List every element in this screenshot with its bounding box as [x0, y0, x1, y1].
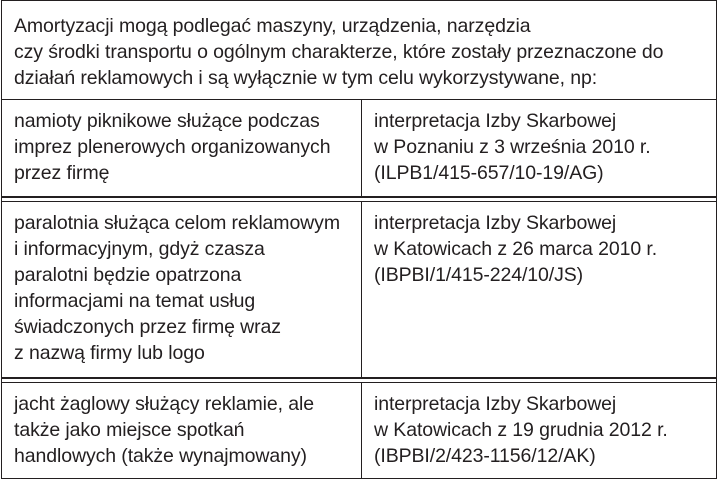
item-text: z nazwą firmy lub logo	[14, 342, 205, 364]
header-line: czy środki transportu o ogólnym charakterze, które zostały przeznaczone do	[14, 41, 664, 63]
ruling-text: (ILPB1/415-657/10-19/AG)	[374, 162, 604, 184]
amortization-table	[1, 0, 717, 479]
ruling-text: w Poznaniu z 3 września 2010 r.	[374, 136, 651, 158]
ruling-text: interpretacja Izby Skarbowej	[374, 212, 617, 234]
ruling-text: interpretacja Izby Skarbowej	[374, 393, 617, 415]
item-text: paralotni będzie opatrzona	[14, 264, 242, 286]
header-line: Amortyzacji mogą podlegać maszyny, urządzenia, narzędzia	[14, 15, 531, 37]
ruling-cell	[362, 202, 716, 377]
item-text: imprez plenerowych organizowanych	[14, 136, 331, 158]
item-text: i informacyjnym, gdyż czasza	[14, 238, 265, 260]
item-text: handlowych (także wynajmowany)	[14, 445, 307, 467]
ruling-text: w Katowicach z 26 marca 2010 r.	[374, 238, 658, 260]
item-text: świadczonych przez firmę wraz	[14, 316, 281, 338]
table-header-text	[2, 1, 716, 100]
ruling-cell	[362, 100, 716, 196]
ruling-cell	[362, 383, 716, 478]
item-text: paralotnia służąca celom reklamowym	[14, 212, 340, 234]
ruling-text: interpretacja Izby Skarbowej	[374, 110, 617, 132]
item-cell	[2, 383, 362, 478]
item-text: jacht żaglowy służący reklamie, ale	[14, 393, 314, 415]
item-text: informacjami na temat usług	[14, 290, 256, 312]
table-row	[2, 100, 716, 197]
item-text: namioty piknikowe służące podczas	[14, 110, 320, 132]
item-cell	[2, 100, 362, 196]
item-text: także jako miejsce spotkań	[14, 419, 245, 441]
ruling-text: w Katowicach z 19 grudnia 2012 r.	[374, 419, 668, 441]
table-row	[2, 202, 716, 378]
table-row	[2, 383, 716, 478]
ruling-text: (IBPBI/1/415-224/10/JS)	[374, 264, 584, 286]
item-text: przez firmę	[14, 162, 110, 184]
header-line: działań reklamowych i są wyłącznie w tym celu wykorzystywane, np:	[14, 67, 598, 89]
item-cell	[2, 202, 362, 377]
ruling-text: (IBPBI/2/423-1156/12/AK)	[374, 445, 596, 467]
